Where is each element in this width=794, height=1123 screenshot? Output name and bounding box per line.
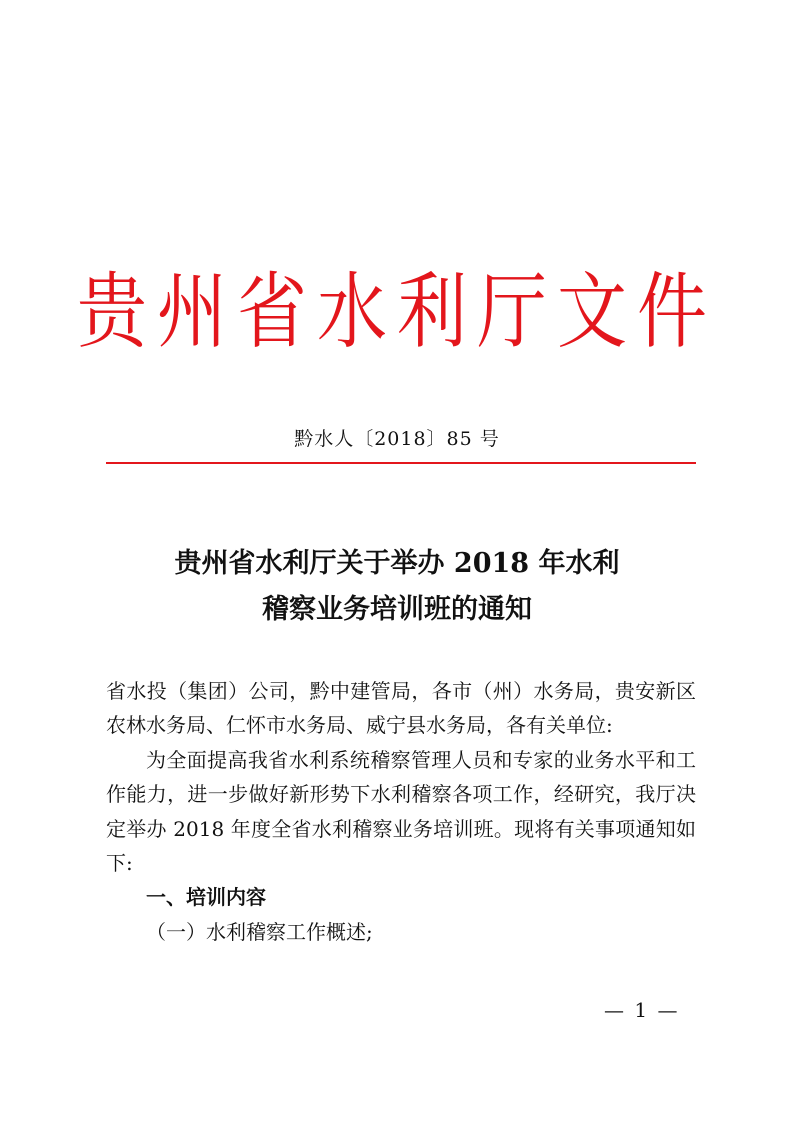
title-line-2: 稽察业务培训班的通知	[262, 594, 532, 625]
intro-paragraph: 为全面提高我省水利系统稽察管理人员和专家的业务水平和工作能力，进一步做好新形势下水利稽察各项工作，经研究，我厅决定举办 2018 年度全省水利稽察业务培训班。现将有关事项通知如下:	[106, 747, 696, 876]
title-line-1: 贵州省水利厅关于举办 2018 年水利	[174, 548, 620, 579]
red-separator-line	[106, 462, 696, 464]
document-body	[106, 674, 696, 949]
page-number: — 1 —	[604, 998, 680, 1022]
list-item-1: （一）水利稽察工作概述;	[146, 919, 373, 944]
document-title	[0, 541, 794, 633]
document-number: 黔水人〔2018〕85 号	[294, 428, 500, 450]
section-heading-training-content: 一、培训内容	[146, 885, 266, 910]
addressees-paragraph: 省水投（集团）公司，黔中建管局，各市（州）水务局，贵安新区农林水务局、仁怀市水务局、威宁县水务局，各有关单位:	[106, 679, 696, 738]
issuing-authority-header: 贵州省水利厅文件	[77, 263, 717, 360]
